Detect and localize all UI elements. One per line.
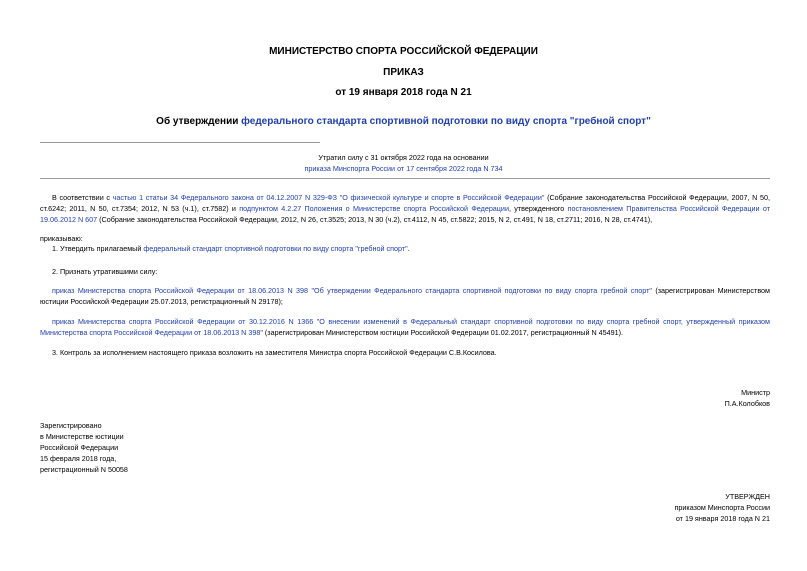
government-decree-link[interactable]: постановлением Правительства Российской Федерации от 19.06.2012 N 607 — [40, 204, 770, 224]
item-2a-paragraph — [40, 285, 770, 307]
registration-line-5: регистрационный N 50058 — [40, 465, 128, 474]
preamble-text-2: (Собрание законодательства Российской Федерации, 2007, N 50, ст.6242; 2011, N 50, ст.7354; 2012, N 53 (ч.1), ст.7582) и — [40, 193, 771, 213]
item-2b-paragraph — [40, 316, 770, 338]
item-1-text: 1. Утвердить прилагаемый — [52, 244, 144, 253]
doc-date-number: от 19 января 2018 года N 21 — [335, 87, 472, 98]
order-word: приказываю: — [40, 234, 83, 243]
repeal-notice-line1: Утратил силу с 31 октября 2022 года на основании — [318, 153, 489, 162]
approved-line-3: от 19 января 2018 года N 21 — [675, 514, 770, 523]
approved-line-2: приказом Минспорта России — [674, 503, 770, 512]
ministry-heading: МИНИСТЕРСТВО СПОРТА РОССИЙСКОЙ ФЕДЕРАЦИИ — [269, 46, 538, 57]
item-3: 3. Контроль за исполнением настоящего приказа возложить на заместителя Министра спорта Российской Федерации С.В.Косилова. — [52, 348, 497, 357]
regulation-subclause-link[interactable]: подпунктом 4.2.27 Положения о Министерстве спорта Российской Федерации — [239, 204, 509, 213]
item-1 — [52, 243, 410, 254]
registration-block — [40, 420, 128, 475]
doc-type-heading: ПРИКАЗ — [383, 67, 424, 78]
item-2: 2. Признать утратившими силу: — [52, 267, 158, 276]
repeal-order-link[interactable]: приказа Минспорта России от 17 сентября 2022 года N 734 — [304, 164, 503, 173]
item-2a-text: (зарегистрирован Министерством юстиции Российской Федерации 25.07.2013, регистрационный N 29178); — [40, 286, 770, 306]
item-1-end: . — [407, 244, 410, 253]
title-prefix: Об утверждении — [156, 116, 242, 127]
registration-line-3: Российской Федерации — [40, 443, 119, 452]
preamble-text-4: (Собрание законодательства Российской Федерации, 2012, N 26, ст.3525; 2013, N 30 (ч.2), ст.4112, N 45, ст.5822; 2015, N 2, ст.491, N 18, ст.2711; 2016, N 28, ст.4741), — [97, 215, 653, 224]
approved-block — [675, 491, 770, 524]
order-1366-link[interactable]: приказ Министерства спорта Российской Федерации от 30.12.2016 N 1366 "О внесении изменений в Федеральный стандарт спортивной подготовки по виду спорта гребной спорт, утвержденный приказом Министерства спорта Российской Федерации от 18.06.2013 N 398" — [40, 317, 770, 337]
law-article-link[interactable]: частью 1 статьи 34 Федерального закона от 04.12.2007 N 329-ФЗ "О физической культуре и спорте в Российской Федерации" — [112, 193, 545, 202]
approved-line-1: УТВЕРЖДЕН — [725, 492, 770, 501]
separator-long — [40, 178, 770, 179]
preamble-text-3: , утвержденного — [508, 204, 568, 213]
registration-line-1: Зарегистрировано — [40, 421, 102, 430]
signature-name: П.А.Колобков — [724, 399, 770, 408]
separator-short — [40, 142, 320, 143]
document-title — [0, 116, 807, 127]
item-2b-text: (зарегистрирован Министерством юстиции Российской Федерации 01.02.2017, регистрационный N 45491). — [262, 328, 624, 337]
preamble-paragraph — [40, 192, 770, 225]
registration-line-2: в Министерстве юстиции — [40, 432, 124, 441]
standard-link[interactable]: федеральный стандарт спортивной подготовки по виду спорта "гребной спорт" — [143, 244, 408, 253]
signature-position: Министр — [741, 388, 770, 397]
order-398-link[interactable]: приказ Министерства спорта Российской Федерации от 18.06.2013 N 398 "Об утверждении Федерального стандарта спортивной подготовки по виду спорта гребной спорт" — [52, 286, 652, 295]
preamble-text-1: В соответствии с — [52, 193, 113, 202]
registration-line-4: 15 февраля 2018 года, — [40, 454, 117, 463]
title-link[interactable]: федерального стандарта спортивной подготовки по виду спорта "гребной спорт" — [241, 116, 651, 127]
repeal-notice-line2 — [0, 164, 807, 173]
